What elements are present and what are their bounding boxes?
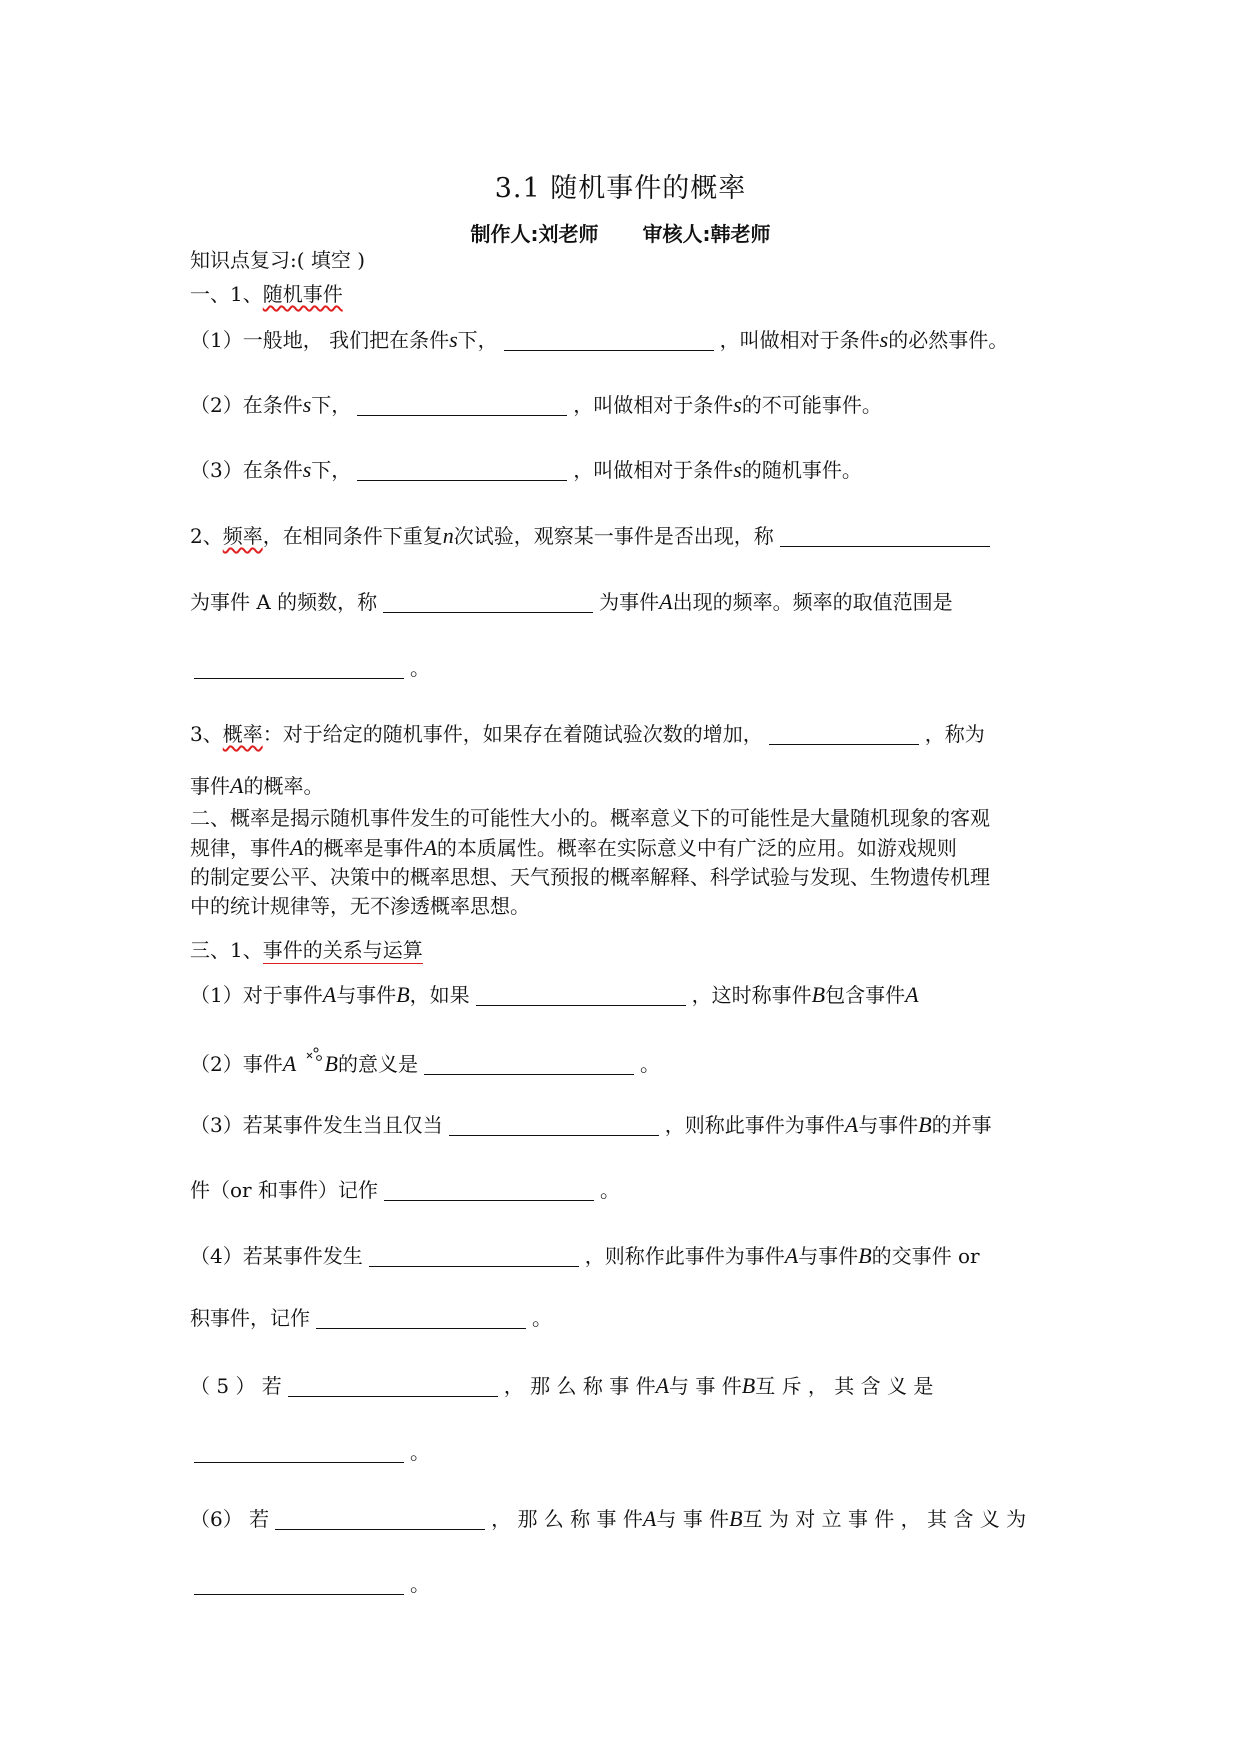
fill-blank[interactable] — [384, 1180, 594, 1201]
s1-line-1: （1）一般地， 我们把在条件s下， ，叫做相对于条件s的必然事件。 — [190, 327, 1009, 352]
s3-line-1: 3、概率：对于给定的随机事件，如果存在着随试验次数的增加， ，称为 — [190, 722, 985, 746]
r3-line-1: （3）若某事件发生当且仅当 ，则称此事件为事件A与事件B的并事 — [190, 1112, 992, 1137]
fill-blank[interactable] — [383, 592, 593, 613]
page-title: 3.1 随机事件的概率 — [494, 173, 747, 204]
section-1-heading: 一、1、随机事件 — [190, 282, 343, 306]
r5-line-1: （ 5 ） 若 ， 那 么 称 事 件A与 事 件B互 斥 ， 其 含 义 是 — [190, 1373, 934, 1398]
fill-blank[interactable] — [769, 724, 919, 745]
s3-line-2: 事件A的概率。 — [190, 773, 324, 798]
fill-blank[interactable] — [194, 1442, 404, 1463]
garbled-symbol-icon — [303, 1047, 325, 1074]
fill-blank[interactable] — [288, 1376, 498, 1397]
section-3-title: 概率 — [222, 722, 263, 746]
r6-line-2: 。 — [190, 1571, 430, 1597]
reviewer: 审核人:韩老师 — [642, 222, 771, 246]
fill-blank[interactable] — [476, 985, 686, 1006]
fill-blank[interactable] — [194, 658, 404, 679]
fill-blank[interactable] — [275, 1509, 485, 1530]
section-4-heading: 三、1、事件的关系与运算 — [190, 938, 423, 962]
r2-line: （2）事件A B的意义是 。 — [190, 1047, 660, 1077]
r4-line-2: 积事件，记作 。 — [190, 1306, 552, 1330]
section-1-title: 随机事件 — [262, 282, 343, 306]
author-line — [0, 218, 1241, 247]
r4-line-1: （4）若某事件发生 ，则称作此事件为事件A与事件B的交事件 or — [190, 1243, 980, 1268]
intro-text: 知识点复习:( 填空 ) — [190, 248, 366, 272]
s1-line-3: （3）在条件s下， ，叫做相对于条件s的随机事件。 — [190, 457, 862, 482]
fill-blank[interactable] — [424, 1054, 634, 1075]
fill-blank[interactable] — [449, 1115, 659, 1136]
r1-line: （1）对于事件A与事件B，如果 ，这时称事件B包含事件A — [190, 982, 919, 1007]
fill-blank[interactable] — [316, 1308, 526, 1329]
section-2-paragraph: 二、概率是揭示随机事件发生的可能性大小的。概率意义下的可能性是大量随机现象的客观 规律，事件A的概率是事件A的本质属性。概率在实际意义中有广泛的应用。如游戏规则 的制定要公平、决策中的概率思想、天气预报的概率解释、科学试验与发现、生物遗传机理 中的统计规律等，无不渗透概率思想。 — [190, 806, 990, 918]
s2-line-1: 2、频率，在相同条件下重复n次试验，观察某一事件是否出现，称 — [190, 523, 996, 549]
s1-line-2: （2）在条件s下， ，叫做相对于条件s的不可能事件。 — [190, 392, 882, 417]
author: 制作人:刘老师 — [470, 222, 599, 246]
r5-line-2: 。 — [190, 1439, 430, 1465]
s2-line-3: 。 — [190, 655, 430, 681]
fill-blank[interactable] — [504, 330, 714, 351]
section-2-title: 频率 — [222, 524, 263, 548]
fill-blank[interactable] — [357, 395, 567, 416]
s2-line-2: 为事件 A 的频数，称 为事件A出现的频率。频率的取值范围是 — [190, 589, 953, 614]
r3-line-2: 件（or 和事件）记作 。 — [190, 1178, 620, 1202]
fill-blank[interactable] — [780, 526, 990, 547]
r6-line-1: （6） 若 ， 那 么 称 事 件A与 事 件B互 为 对 立 事 件 ， 其 含 义 为 — [190, 1506, 1027, 1531]
fill-blank[interactable] — [369, 1246, 579, 1267]
fill-blank[interactable] — [357, 460, 567, 481]
section-4-title: 事件的关系与运算 — [262, 938, 423, 962]
fill-blank[interactable] — [194, 1574, 404, 1595]
